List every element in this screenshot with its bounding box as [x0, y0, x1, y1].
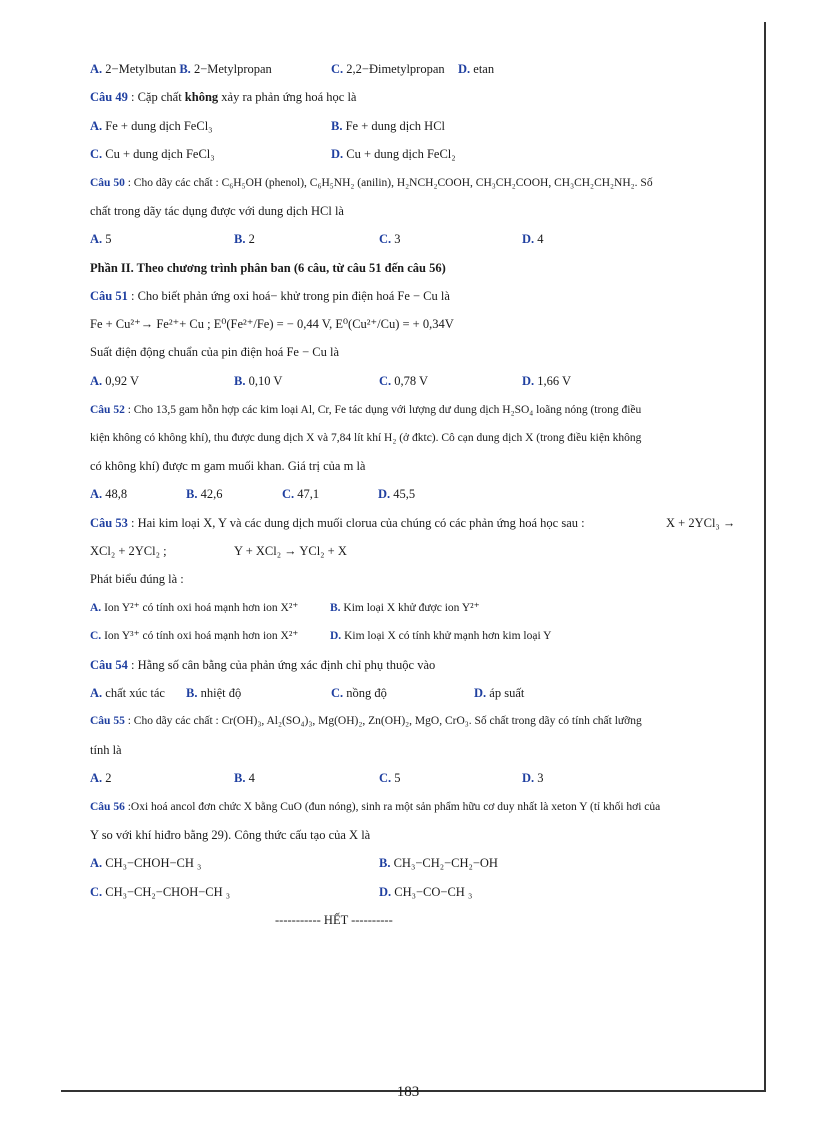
- q49-stem: [90, 89, 356, 105]
- q54-text: : Hằng số cân bằng của phản ứng xác định chỉ phụ thuộc vào: [127, 658, 436, 672]
- q52-option-b-letter: B.: [186, 487, 198, 501]
- q50-option-d-letter: D.: [522, 232, 535, 246]
- q51-stem-line1: [90, 288, 450, 304]
- q48-option-d-letter: D.: [458, 62, 471, 76]
- q49-text-pre: : Cặp chất: [127, 90, 185, 104]
- q56-option-a: CH₃−CHOH−CH ₃: [102, 856, 202, 870]
- q49-option-c-letter: C.: [90, 147, 103, 161]
- q56-option-c: CH₃−CH₂−CHOH−CH ₃: [102, 885, 231, 899]
- q53-text-line1: : Hai kim loại X, Y và các dung dịch muối clorua của chúng có các phản ứng hoá học sau :: [127, 516, 585, 530]
- q54-option-a-wrap: [90, 685, 165, 701]
- q50-option-b-letter: B.: [234, 232, 246, 246]
- q51-option-d-wrap: [522, 373, 571, 389]
- q54-option-d: áp suất: [486, 686, 525, 700]
- q49-option-d-letter: D.: [331, 147, 344, 161]
- q54-label: Câu 54: [90, 658, 128, 672]
- q52-stem-line3: có không khí) được m gam muối khan. Giá trị của m là: [90, 459, 366, 473]
- q55-option-d-wrap: [522, 770, 544, 786]
- q50-option-d: 4: [534, 232, 544, 246]
- q53-option-a-wrap: [90, 600, 298, 616]
- q48-option-b-letter: B.: [179, 62, 191, 76]
- q51-stem-line3: Suất điện động chuẩn của pin điện hoá Fe − Cu là: [90, 345, 340, 359]
- q55-option-b-letter: B.: [234, 771, 246, 785]
- q53-option-d: Kim loại X có tính khử mạnh hơn kim loại Y: [341, 630, 552, 642]
- q54-option-d-wrap: [474, 685, 524, 701]
- q51-stem-line2: Fe + Cu²⁺→ Fe²⁺+ Cu ; E⁰(Fe²⁺/Fe) = − 0,44 V, E⁰(Cu²⁺/Cu) = + 0,34V: [90, 317, 454, 331]
- q49-option-a: Fe + dung dịch FeCl₃: [102, 119, 213, 133]
- q52-stem-line1: [90, 402, 641, 418]
- q56-option-b-letter: B.: [379, 856, 391, 870]
- q56-option-b: CH₃−CH₂−CH₂−OH: [390, 856, 498, 870]
- q50-stem-line1: [90, 175, 653, 191]
- q56-option-c-letter: C.: [90, 885, 103, 899]
- q49-text-bold: không: [184, 90, 219, 104]
- q50-option-a: 5: [102, 232, 112, 246]
- q53-option-a: Ion Y²⁺ có tính oxi hoá mạnh hơn ion X²⁺: [101, 602, 299, 614]
- q53-option-c-wrap: [90, 628, 298, 644]
- q54-option-b: nhiệt độ: [197, 686, 242, 700]
- q54-option-b-wrap: [186, 685, 241, 701]
- q56-label: Câu 56: [90, 801, 125, 813]
- q51-option-a: 0,92 V: [102, 374, 140, 388]
- q51-option-b-wrap: [234, 373, 282, 389]
- q53-prompt: Phát biểu đúng là :: [90, 572, 184, 586]
- q52-text-line1: : Cho 13,5 gam hỗn hợp các kim loại Al, Cr, Fe tác dụng với lượng dư dung dịch H₂SO₄ loãng nóng (trong điều: [124, 404, 642, 416]
- q50-option-b-wrap: [234, 231, 255, 247]
- q53-option-c-letter: C.: [90, 630, 102, 642]
- q56-option-c-wrap: [90, 884, 230, 900]
- q51-option-b-letter: B.: [234, 374, 246, 388]
- q52-option-c: 47,1: [294, 487, 320, 501]
- q52-option-b-wrap: [186, 486, 222, 502]
- q49-text-post: xảy ra phản ứng hoá học là: [218, 90, 357, 104]
- q56-option-a-letter: A.: [90, 856, 103, 870]
- q53-option-b-letter: B.: [330, 602, 341, 614]
- q49-option-b-letter: B.: [331, 119, 343, 133]
- page-number: 183: [396, 1084, 420, 1100]
- q55-option-d-letter: D.: [522, 771, 535, 785]
- q53-option-b: Kim loại X khử được ion Y²⁺: [340, 602, 480, 614]
- q53-option-d-wrap: [330, 628, 551, 644]
- q55-option-c: 5: [391, 771, 401, 785]
- q50-option-c-wrap: [379, 231, 401, 247]
- q51-label: Câu 51: [90, 289, 128, 303]
- q54-option-a: chất xúc tác: [102, 686, 165, 700]
- q48-option-d-wrap: [458, 61, 494, 77]
- q52-label: Câu 52: [90, 404, 125, 416]
- q50-option-a-wrap: [90, 231, 112, 247]
- q54-option-c-wrap: [331, 685, 387, 701]
- q54-option-c: nồng độ: [343, 686, 387, 700]
- q49-option-d-wrap: [331, 146, 456, 162]
- q55-option-c-letter: C.: [379, 771, 392, 785]
- q49-option-c-wrap: [90, 146, 215, 162]
- q56-stem-line1: [90, 799, 660, 815]
- q51-option-d: 1,66 V: [534, 374, 572, 388]
- q50-option-b: 2: [245, 232, 255, 246]
- q54-stem: [90, 657, 435, 673]
- q49-option-c: Cu + dung dịch FeCl₃: [102, 147, 215, 161]
- q56-option-d-letter: D.: [379, 885, 392, 899]
- q55-stem-line2: tính là: [90, 743, 122, 757]
- q49-option-a-wrap: [90, 118, 213, 134]
- q55-option-b: 4: [245, 771, 255, 785]
- q48-options-row: [90, 61, 272, 77]
- q51-option-c-letter: C.: [379, 374, 392, 388]
- q55-option-c-wrap: [379, 770, 401, 786]
- q55-option-d: 3: [534, 771, 544, 785]
- q55-label: Câu 55: [90, 715, 125, 727]
- q50-text-line1: : Cho dãy các chất : C₆H₅OH (phenol), C₆H₅NH₂ (anilin), H₂NCH₂COOH, CH₃CH₂COOH, CH₃CH₂CH₂NH₂. Số: [124, 177, 653, 189]
- q55-option-a: 2: [102, 771, 112, 785]
- q51-option-c-wrap: [379, 373, 428, 389]
- q50-stem-line2: chất trong dãy tác dụng được với dung dịch HCl là: [90, 204, 344, 218]
- q54-option-a-letter: A.: [90, 686, 103, 700]
- q49-label: Câu 49: [90, 90, 128, 104]
- q48-option-b: 2−Metylpropan: [190, 62, 272, 76]
- q51-option-c: 0,78 V: [391, 374, 429, 388]
- q49-option-b: Fe + dung dịch HCl: [342, 119, 446, 133]
- q52-option-d-wrap: [378, 486, 415, 502]
- q50-option-c: 3: [391, 232, 401, 246]
- q50-option-c-letter: C.: [379, 232, 392, 246]
- q55-option-a-wrap: [90, 770, 112, 786]
- q53-option-c: Ion Y³⁺ có tính oxi hoá mạnh hơn ion X²⁺: [101, 630, 299, 642]
- end-marker: ----------- HẾT ----------: [275, 913, 393, 927]
- q55-option-a-letter: A.: [90, 771, 103, 785]
- q52-stem-line2: kiện không có không khí), thu được dung dịch X và 7,84 lít khí H₂ (ở đktc). Cô cạn dung dịch X (trong điều kiện không: [90, 432, 642, 444]
- part2-heading: Phần II. Theo chương trình phân ban (6 câu, từ câu 51 đến câu 56): [90, 261, 446, 275]
- q56-option-d: CH₃−CO−CH ₃: [391, 885, 473, 899]
- q52-option-a: 48,8: [102, 487, 128, 501]
- q55-text-line1: : Cho dãy các chất : Cr(OH)₃, Al₂(SO₄)₃, Mg(OH)₂, Zn(OH)₂, MgO, CrO₃. Số chất trong dãy có tính chất lưỡng: [124, 715, 642, 727]
- q50-option-a-letter: A.: [90, 232, 103, 246]
- q56-stem-line2: Y so với khí hiđro bằng 29). Công thức cấu tạo của X là: [90, 828, 371, 842]
- q55-option-b-wrap: [234, 770, 255, 786]
- q52-option-c-letter: C.: [282, 487, 295, 501]
- q51-option-b: 0,10 V: [245, 374, 283, 388]
- q48-option-c-wrap: [331, 61, 445, 77]
- q54-option-c-letter: C.: [331, 686, 344, 700]
- q50-label: Câu 50: [90, 177, 125, 189]
- q52-option-a-wrap: [90, 486, 127, 502]
- q56-text-line1: :Oxi hoá ancol đơn chức X bằng CuO (đun nóng), sinh ra một sản phẩm hữu cơ duy nhất là xeton Y (tỉ khối hơi của: [124, 801, 661, 813]
- q53-reaction1-right: X + 2YCl₃ →: [666, 516, 736, 530]
- q55-stem-line1: [90, 713, 642, 729]
- q52-option-d-letter: D.: [378, 487, 391, 501]
- q52-option-a-letter: A.: [90, 487, 103, 501]
- q48-option-c: 2,2−Đimetylpropan: [343, 62, 445, 76]
- q53-option-d-letter: D.: [330, 630, 342, 642]
- q53-stem-line1: [90, 515, 585, 531]
- q56-option-b-wrap: [379, 855, 498, 871]
- q48-option-a: 2−Metylbutan: [102, 62, 180, 76]
- q49-option-d: Cu + dung dịch FeCl₂: [343, 147, 456, 161]
- q52-option-b: 42,6: [197, 487, 223, 501]
- q48-option-c-letter: C.: [331, 62, 344, 76]
- q54-option-b-letter: B.: [186, 686, 198, 700]
- q54-option-d-letter: D.: [474, 686, 487, 700]
- q51-text-line1: : Cho biết phản ứng oxi hoá− khử trong pin điện hoá Fe − Cu là: [127, 289, 450, 303]
- q53-label: Câu 53: [90, 516, 128, 530]
- q49-option-a-letter: A.: [90, 119, 103, 133]
- q48-option-a-letter: A.: [90, 62, 103, 76]
- q49-option-b-wrap: [331, 118, 445, 134]
- q52-option-d: 45,5: [390, 487, 416, 501]
- q51-option-d-letter: D.: [522, 374, 535, 388]
- q53-option-a-letter: A.: [90, 602, 102, 614]
- q52-option-c-wrap: [282, 486, 319, 502]
- q53-reaction2: Y + XCl₂ → YCl₂ + X: [234, 544, 347, 558]
- q53-reaction1-left: XCl₂ + 2YCl₂ ;: [90, 544, 167, 558]
- q48-option-d: etan: [470, 62, 495, 76]
- q56-option-a-wrap: [90, 855, 201, 871]
- q53-option-b-wrap: [330, 600, 480, 616]
- q56-option-d-wrap: [379, 884, 472, 900]
- q51-option-a-wrap: [90, 373, 139, 389]
- q51-option-a-letter: A.: [90, 374, 103, 388]
- q50-option-d-wrap: [522, 231, 544, 247]
